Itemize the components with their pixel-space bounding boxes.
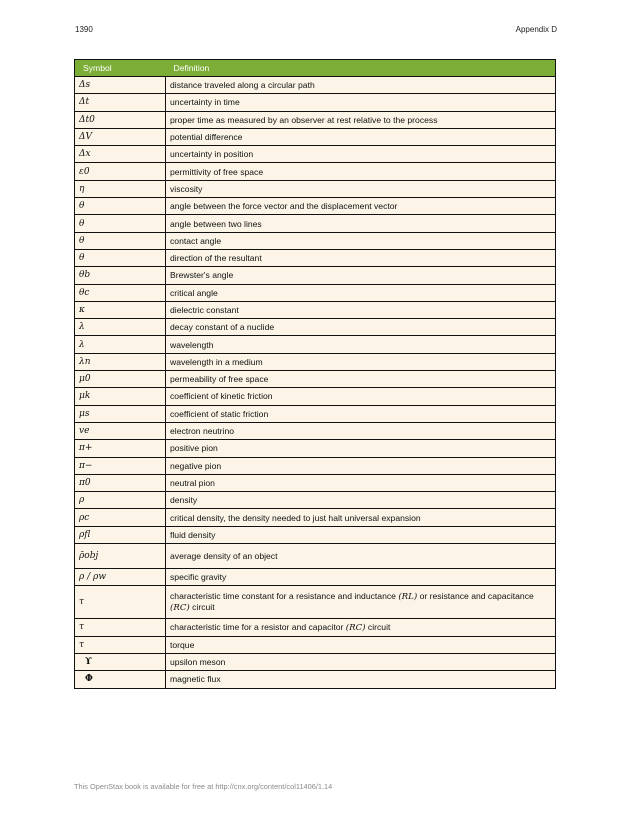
table-row [75,474,556,491]
symbol-text: μs [79,408,90,419]
definition-cell: torque [166,636,556,653]
symbol-table [74,59,556,689]
symbol-cell [75,128,166,145]
definition-cell: proper time as measured by an observer at rest relative to the process [166,111,556,128]
symbol-cell [75,544,166,569]
table-row [75,146,556,163]
definition-text: or resistance and capacitance [417,591,534,602]
symbol-text: λ [79,339,85,350]
definition-cell: angle between the force vector and the displacement vector [166,198,556,215]
symbol-text: θ [79,218,85,229]
symbol-cell [75,653,166,670]
symbol-text: λ [79,322,85,333]
symbol-cell [75,301,166,318]
symbol-cell [75,215,166,232]
definition-cell: dielectric constant [166,301,556,318]
definition-cell: Brewster's angle [166,267,556,284]
symbol-text: Φ [85,674,93,685]
symbol-cell [75,353,166,370]
symbol-cell [75,163,166,180]
table-row [75,653,556,670]
table-row [75,388,556,405]
table-row [75,353,556,370]
definition-cell: distance traveled along a circular path [166,77,556,94]
definition-cell: contact angle [166,232,556,249]
table-row [75,509,556,526]
column-header-definition: Definition [166,60,556,77]
definition-cell: upsilon meson [166,653,556,670]
symbol-cell [75,284,166,301]
symbol-text: Δt [79,97,90,108]
definition-cell: negative pion [166,457,556,474]
table-row [75,405,556,422]
symbol-cell [75,492,166,509]
symbol-cell [75,198,166,215]
definition-cell: average density of an object [166,544,556,569]
table-row [75,232,556,249]
table-row [75,586,556,619]
symbol-text: θ [79,253,85,264]
definition-text: circuit [189,602,215,613]
symbol-cell [75,422,166,439]
table-row [75,440,556,457]
symbol-text: ρ / ρw [79,572,107,583]
symbol-text: η [79,183,85,194]
symbol-cell [75,111,166,128]
symbol-cell [75,146,166,163]
symbol-text: Δx [79,149,91,160]
table-row [75,215,556,232]
definition-cell: viscosity [166,180,556,197]
table-row [75,249,556,266]
definition-cell: uncertainty in time [166,94,556,111]
definition-cell: magnetic flux [166,671,556,688]
symbol-text: μk [79,391,91,402]
section-title: Appendix D [515,25,557,34]
symbol-text: κ [79,305,85,315]
definition-cell: positive pion [166,440,556,457]
definition-cell: wavelength in a medium [166,353,556,370]
symbol-cell [75,509,166,526]
symbol-cell [75,569,166,586]
definition-cell: neutral pion [166,474,556,491]
symbol-cell [75,232,166,249]
definition-cell [166,619,556,636]
math-rl: (RL) [398,592,418,603]
table-row [75,492,556,509]
symbol-cell [75,636,166,653]
table-header-row [75,60,556,77]
symbol-cell [75,586,166,619]
symbol-text: ρc [79,512,90,523]
symbol-cell [75,526,166,543]
table-row [75,77,556,94]
symbol-cell [75,619,166,636]
symbol-cell [75,474,166,491]
symbol-text: τ [79,597,84,608]
symbol-cell [75,267,166,284]
definition-cell: specific gravity [166,569,556,586]
symbol-text: Δt0 [79,114,95,125]
table-row [75,636,556,653]
definition-cell: coefficient of static friction [166,405,556,422]
symbol-text: ρ̄obj [79,551,99,562]
symbol-cell [75,77,166,94]
table-row [75,198,556,215]
table-row [75,128,556,145]
definition-cell: decay constant of a nuclide [166,319,556,336]
symbol-cell [75,671,166,688]
table-row [75,336,556,353]
symbol-text: ρfl [79,529,91,540]
table-row [75,544,556,569]
definition-cell: critical density, the density needed to just halt universal expansion [166,509,556,526]
definition-cell: wavelength [166,336,556,353]
symbol-cell [75,249,166,266]
definition-cell: coefficient of kinetic friction [166,388,556,405]
table-row [75,619,556,636]
table-row [75,671,556,688]
table-row [75,180,556,197]
definition-cell: density [166,492,556,509]
symbol-text: θb [79,270,91,281]
table-row [75,94,556,111]
page-number: 1390 [75,25,93,34]
table-row [75,163,556,180]
symbol-text: ve [79,426,90,437]
table-row [75,457,556,474]
symbol-text: ΔV [79,132,92,143]
definition-text: characteristic time constant for a resistance and inductance [170,591,399,602]
symbol-text: π− [79,460,93,471]
definition-cell: fluid density [166,526,556,543]
definition-cell: electron neutrino [166,422,556,439]
symbol-cell [75,336,166,353]
symbol-cell [75,94,166,111]
definition-cell: critical angle [166,284,556,301]
symbol-text: π0 [79,477,91,488]
definition-text: characteristic time for a resistor and capacitor [170,621,346,632]
symbol-text: θc [79,287,90,298]
table-row [75,526,556,543]
symbol-cell [75,457,166,474]
symbol-text: τ [79,622,84,633]
table-row [75,319,556,336]
symbol-text: θ [79,201,85,212]
definition-cell: potential difference [166,128,556,145]
table-row [75,111,556,128]
definition-text: circuit [365,621,391,632]
symbol-text: θ [79,235,85,246]
symbol-text: ϒ [85,657,92,668]
symbol-cell [75,319,166,336]
definition-cell: direction of the resultant [166,249,556,266]
footer-note: This OpenStax book is available for free at http://cnx.org/content/col11406/1.14 [74,782,333,791]
table-row [75,569,556,586]
definition-cell: permittivity of free space [166,163,556,180]
symbol-text: ε0 [79,166,90,177]
table-row [75,267,556,284]
definition-cell [166,586,556,619]
symbol-cell [75,388,166,405]
definition-cell: permeability of free space [166,371,556,388]
definition-cell: uncertainty in position [166,146,556,163]
symbol-cell [75,371,166,388]
column-header-symbol: Symbol [75,60,166,77]
table-row [75,301,556,318]
symbol-text: τ [79,639,84,650]
symbol-text: ρ [79,495,85,506]
symbol-text: π+ [79,443,93,454]
symbol-text: Δs [79,80,91,91]
definition-cell: angle between two lines [166,215,556,232]
symbol-cell [75,405,166,422]
math-rc: (RC) [345,622,366,633]
symbol-cell [75,180,166,197]
symbol-text: μ0 [79,374,91,385]
table-row [75,371,556,388]
symbol-cell [75,440,166,457]
table-row [75,422,556,439]
math-rc: (RC) [170,603,190,614]
symbol-text: λn [79,356,91,367]
table-row [75,284,556,301]
